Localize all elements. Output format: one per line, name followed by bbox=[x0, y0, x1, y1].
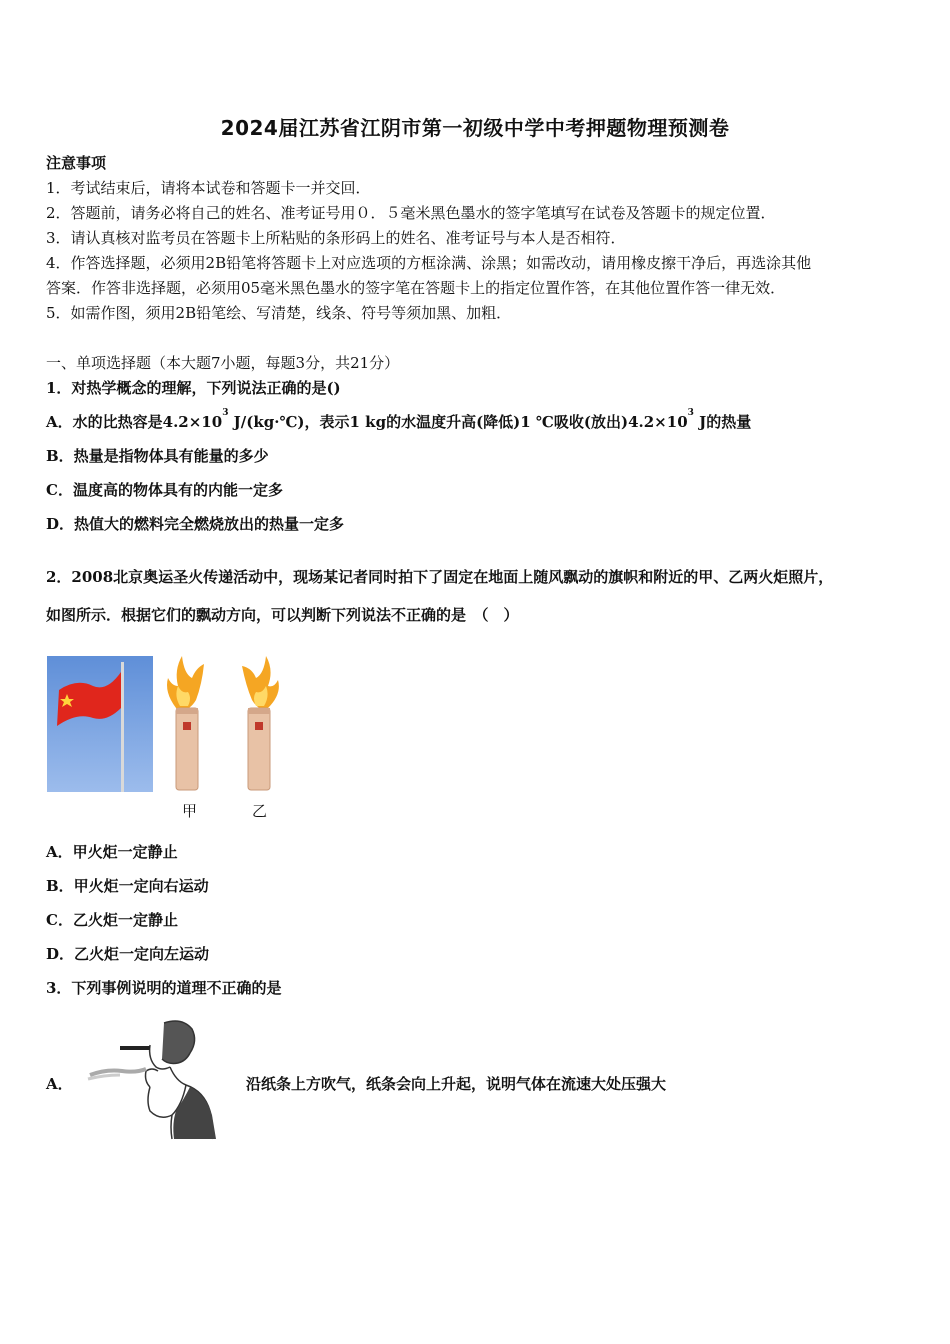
q2-option-a: A．甲火炬一定静止 bbox=[46, 843, 178, 861]
notice-heading: 注意事项 bbox=[46, 154, 107, 172]
flag-photo bbox=[47, 656, 153, 792]
q3-stem: 3．下列事例说明的道理不正确的是 bbox=[46, 979, 282, 997]
notice-item-4: 4．作答选择题，必须用2B铅笔将答题卡上对应选项的方框涂满、涂黑；如需改动，请用橡皮擦干净后，再选涂其他 bbox=[46, 254, 812, 272]
q1-option-a bbox=[46, 408, 752, 432]
q1-option-a-sup-1: 3 bbox=[222, 408, 229, 418]
label-yi: 乙 bbox=[252, 802, 268, 820]
q1-option-a-letter: A． bbox=[46, 413, 73, 431]
notice-item-3: 3．请认真核对监考员在答题卡上所粘贴的条形码上的姓名、准考证号与本人是否相符． bbox=[46, 229, 626, 247]
notice-item-5: 5．如需作图，须用2B铅笔绘、写清楚，线条、符号等须加黑、加粗． bbox=[46, 304, 512, 322]
q1-option-a-text-2: J/(kg·℃)，表示1 kg的水温度升高(降低)1 ℃吸收(放出)4.2×10 bbox=[228, 413, 688, 431]
page-title: 2024届江苏省江阴市第一初级中学中考押题物理预测卷 bbox=[220, 116, 730, 140]
q3-option-a-text: 沿纸条上方吹气，纸条会向上升起，说明气体在流速大处压强大 bbox=[246, 1075, 667, 1093]
notice-item-4-cont: 答案．作答非选择题，必须用05毫米黑色墨水的签字笔在答题卡上的指定位置作答，在其他位置作答一律无效． bbox=[46, 279, 786, 297]
label-jia: 甲 bbox=[182, 802, 198, 820]
q1-stem: 1．对热学概念的理解，下列说法正确的是() bbox=[46, 379, 341, 397]
q2-option-d: D．乙火炬一定向左运动 bbox=[46, 945, 210, 963]
q1-option-a-text-3: J的热量 bbox=[693, 413, 752, 431]
q2-stem-line-1: 2．2008北京奥运圣火传递活动中，现场某记者同时拍下了固定在地面上随风飘动的旗帜和附近的甲、乙两火炬照片， bbox=[46, 568, 834, 586]
q1-option-a-text-1: 水的比热容是4.2×10 bbox=[72, 413, 223, 431]
q3-option-a-letter: A． bbox=[46, 1075, 73, 1093]
torch-jia-image bbox=[162, 656, 210, 792]
q1-option-a-sup-2: 3 bbox=[687, 408, 694, 418]
q1-option-b: B．热量是指物体具有能量的多少 bbox=[46, 447, 269, 465]
torch-yi-image bbox=[238, 656, 286, 792]
q1-option-d: D．热值大的燃料完全燃烧放出的热量一定多 bbox=[46, 515, 345, 533]
section-heading: 一、单项选择题（本大题7小题，每题3分，共21分） bbox=[46, 354, 400, 372]
q2-option-b: B．甲火炬一定向右运动 bbox=[46, 877, 209, 895]
q1-option-c: C．温度高的物体具有的内能一定多 bbox=[46, 481, 283, 499]
notice-item-1: 1．考试结束后，请将本试卷和答题卡一并交回． bbox=[46, 179, 371, 197]
q2-option-c: C．乙火炬一定静止 bbox=[46, 911, 178, 929]
q2-stem-line-2: 如图所示．根据它们的飘动方向，可以判断下列说法不正确的是 （ ） bbox=[46, 606, 519, 624]
notice-item-2: 2．答题前，请务必将自己的姓名、准考证号用０．５毫米黑色墨水的签字笔填写在试卷及答题卡的规定位置． bbox=[46, 204, 776, 222]
blowing-paper-figure bbox=[86, 1015, 222, 1141]
